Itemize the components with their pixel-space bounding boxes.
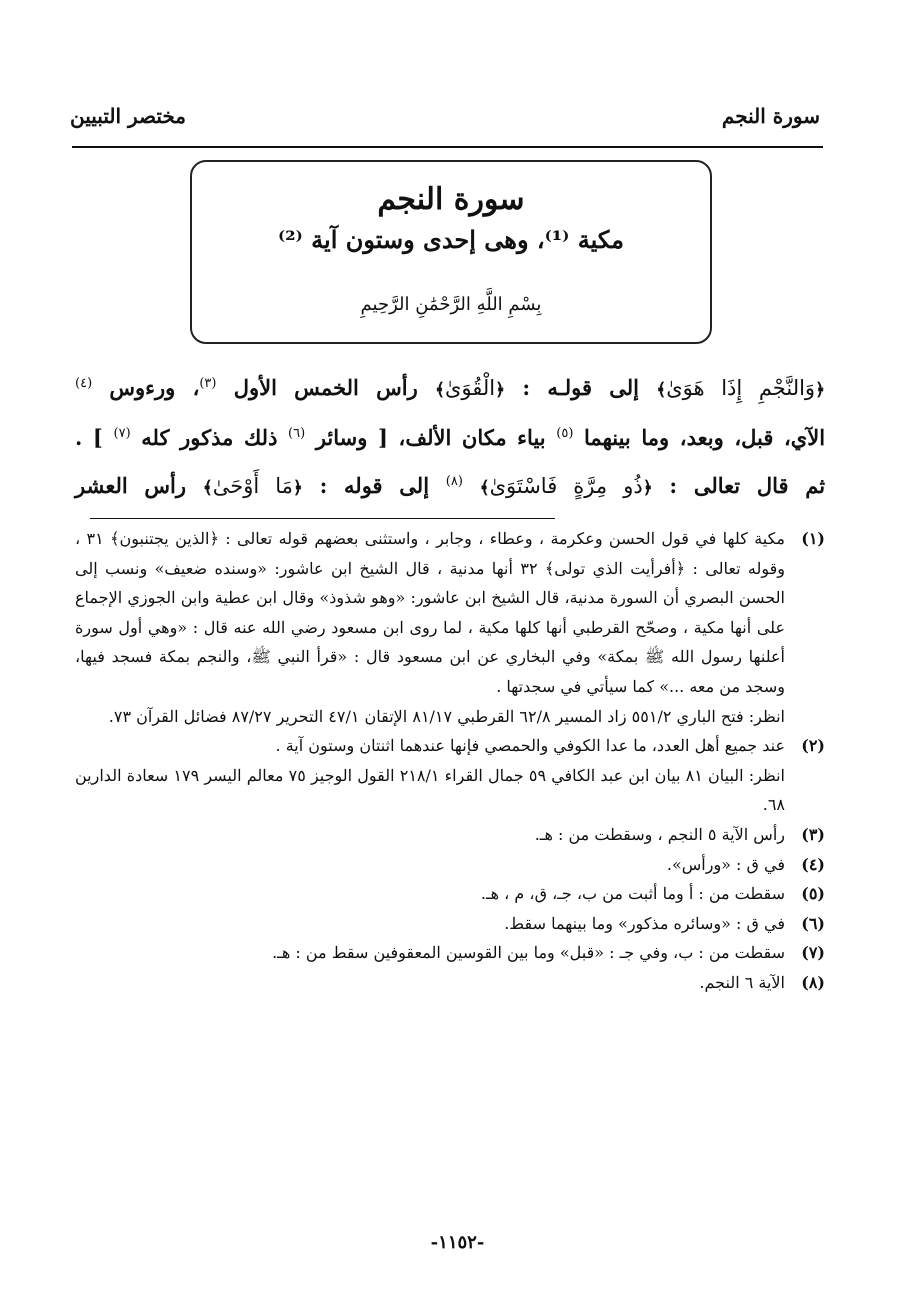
header-book-title: مختصر التبيين bbox=[70, 104, 187, 128]
footnote-paragraph: مكية كلها في قول الحسن وعكرمة ، وعطاء ، وجابر ، واستثنى بعضهم قوله تعالى : ﴿الذين يجتنبون﴾ ٣١ ، وقوله تعالى : ﴿أفرأيت الذي تولى﴾ ٣٢ أنها مدنية ، قال الشيخ ابن عاشور: «وسنده ضعيف» ونسب إلى الحسن البصري أن السورة مدنية، قال الشيخ ابن عاشور: «وهو شذوذ» وقال ابن عطية وابن الجوزي الإجماع على أنها مكية ، وصحّح القرطبي أنها كلها مكية ، لما روى ابن مسعود رضي الله عنه قال : «وهي أول سورة أعلنها رسول الله ﷺ بمكة» وفي البخاري عن ابن مسعود قال : «قرأ النبي ﷺ، والنجم بمكة فسجد فيها، وسجد من معه ...» كما سيأتي في سجدتها . bbox=[75, 529, 786, 696]
footnote-ref[interactable]: (٦) bbox=[288, 426, 306, 441]
footnote-paragraph: انظر: البيان ٨١ بيان ابن عبد الكافي ٥٩ جمال القراء ٢١٨/١ القول الوجيز ٧٥ معالم اليسر ١٧٩ سعادة الدارين ٦٨. bbox=[75, 765, 786, 815]
footnote bbox=[75, 879, 825, 909]
quran-bracket-close: ﴾ bbox=[435, 380, 445, 400]
quran-bracket-close: ﴾ bbox=[202, 478, 213, 498]
surah-title-box bbox=[190, 160, 712, 344]
main-text-run: رأس الخمس الأول bbox=[233, 375, 418, 400]
footnote-number: (٧) bbox=[801, 943, 825, 963]
footnote-text bbox=[75, 968, 785, 998]
footnote bbox=[75, 524, 825, 731]
main-line bbox=[75, 362, 825, 412]
basmala: بِسْمِ اللَّهِ الرَّحْمَٰنِ الرَّحِيمِ bbox=[360, 294, 542, 315]
header-surah-name: سورة النجم bbox=[721, 104, 820, 128]
footnote-paragraph: في ق : «وسائره مذكور» وما بينهما سقط. bbox=[504, 913, 785, 933]
quran-bracket-close: ﴾ bbox=[479, 478, 490, 498]
footnote-number: (٨) bbox=[801, 972, 825, 992]
footnote-paragraph: الآية ٦ النجم. bbox=[699, 972, 785, 992]
footnote-number: (٣) bbox=[801, 824, 825, 844]
quran-verse: مَا أَوْحَىٰ bbox=[212, 474, 293, 498]
footnote-text bbox=[75, 909, 785, 939]
footnote bbox=[75, 909, 825, 939]
main-text-run: ] . bbox=[75, 425, 103, 450]
footnote-ref[interactable]: (٨) bbox=[445, 474, 463, 489]
running-header bbox=[70, 92, 820, 128]
footnote bbox=[75, 938, 825, 968]
main-text-run: ، ورءوس bbox=[109, 375, 200, 400]
footnote-text bbox=[75, 938, 785, 968]
surah-subtitle: مكية ⁽¹⁾، وهى إحدى وستون آية ⁽²⁾ bbox=[277, 225, 625, 254]
footnote-number: (٢) bbox=[801, 736, 825, 756]
footnote-paragraph: في ق : «ورأس». bbox=[666, 854, 785, 874]
quran-bracket-open: ﴿ bbox=[495, 380, 506, 400]
quran-bracket-close: ﴾ bbox=[656, 380, 667, 400]
footnote-ref[interactable]: (٤) bbox=[75, 376, 93, 391]
footnote-paragraph: سقطت من : ب، وفي جـ : «قبل» وما بين القوسين المعقوفين سقط من : هـ. bbox=[272, 943, 785, 963]
main-text-run: إلى قوله : bbox=[319, 473, 430, 498]
footnote bbox=[75, 820, 825, 850]
footnote-paragraph: عند جميع أهل العدد، ما عدا الكوفي والحمصي فإنها عندهما اثنتان وستون آية . bbox=[275, 736, 785, 756]
footnote-text bbox=[75, 879, 785, 909]
quran-bracket-open: ﴿ bbox=[642, 478, 653, 498]
header-rule bbox=[72, 146, 823, 148]
quran-verse: ذُو مِرَّةٍ فَاسْتَوَىٰ bbox=[489, 474, 643, 498]
footnote-number: (٥) bbox=[801, 884, 825, 904]
footnote-number: (٦) bbox=[801, 913, 825, 933]
main-text-run: ذلك مذكور كله bbox=[141, 425, 278, 450]
footnote-text bbox=[75, 524, 785, 731]
footnote-ref[interactable]: (٧) bbox=[113, 426, 131, 441]
footnote bbox=[75, 850, 825, 880]
footnote bbox=[75, 731, 825, 820]
main-text-run: رأس العشر bbox=[75, 473, 187, 498]
footnote bbox=[75, 968, 825, 998]
quran-bracket-open: ﴿ bbox=[292, 478, 303, 498]
quran-bracket-open: ﴿ bbox=[815, 380, 826, 400]
footnote-separator bbox=[90, 518, 555, 519]
footnote-text bbox=[75, 820, 785, 850]
main-text bbox=[75, 362, 825, 510]
main-text-run: الآي، قبل، وبعد، وما بينهما bbox=[584, 425, 826, 450]
page-number: -١١٥٢- bbox=[430, 1232, 485, 1253]
footnote-paragraph: سقطت من : أ وما أثبت من ب، جـ، ق، م ، هـ. bbox=[480, 884, 785, 904]
footnotes bbox=[75, 524, 825, 998]
footnote-number: (٤) bbox=[801, 854, 825, 874]
footnote-number: (١) bbox=[801, 529, 825, 548]
footnote-ref[interactable]: (٣) bbox=[199, 376, 217, 391]
footnote-paragraph: رأس الآية ٥ النجم ، وسقطت من : هـ. bbox=[534, 824, 785, 844]
main-text-run: بياء مكان الألف، [ وسائر bbox=[315, 425, 546, 450]
footnote-paragraph: انظر: فتح الباري ٥٥١/٢ زاد المسير ٦٢/٨ القرطبي ٨١/١٧ الإتقان ٤٧/١ التحرير ٨٧/٢٧ فضائل القرآن ٧٣. bbox=[108, 706, 785, 726]
footnote-text bbox=[75, 850, 785, 880]
quran-verse: وَالنَّجْمِ إِذَا هَوَىٰ bbox=[666, 376, 816, 400]
main-line bbox=[75, 412, 825, 460]
main-text-run: إلى قولـه : bbox=[522, 375, 640, 400]
main-line bbox=[75, 460, 825, 510]
footnote-ref[interactable]: (٥) bbox=[556, 426, 574, 441]
surah-title: سورة النجم bbox=[377, 182, 525, 217]
quran-verse: الْقُوَىٰ bbox=[444, 376, 496, 400]
footnote-text bbox=[75, 731, 785, 820]
main-text-run: ثم قال تعالى : bbox=[669, 473, 826, 498]
